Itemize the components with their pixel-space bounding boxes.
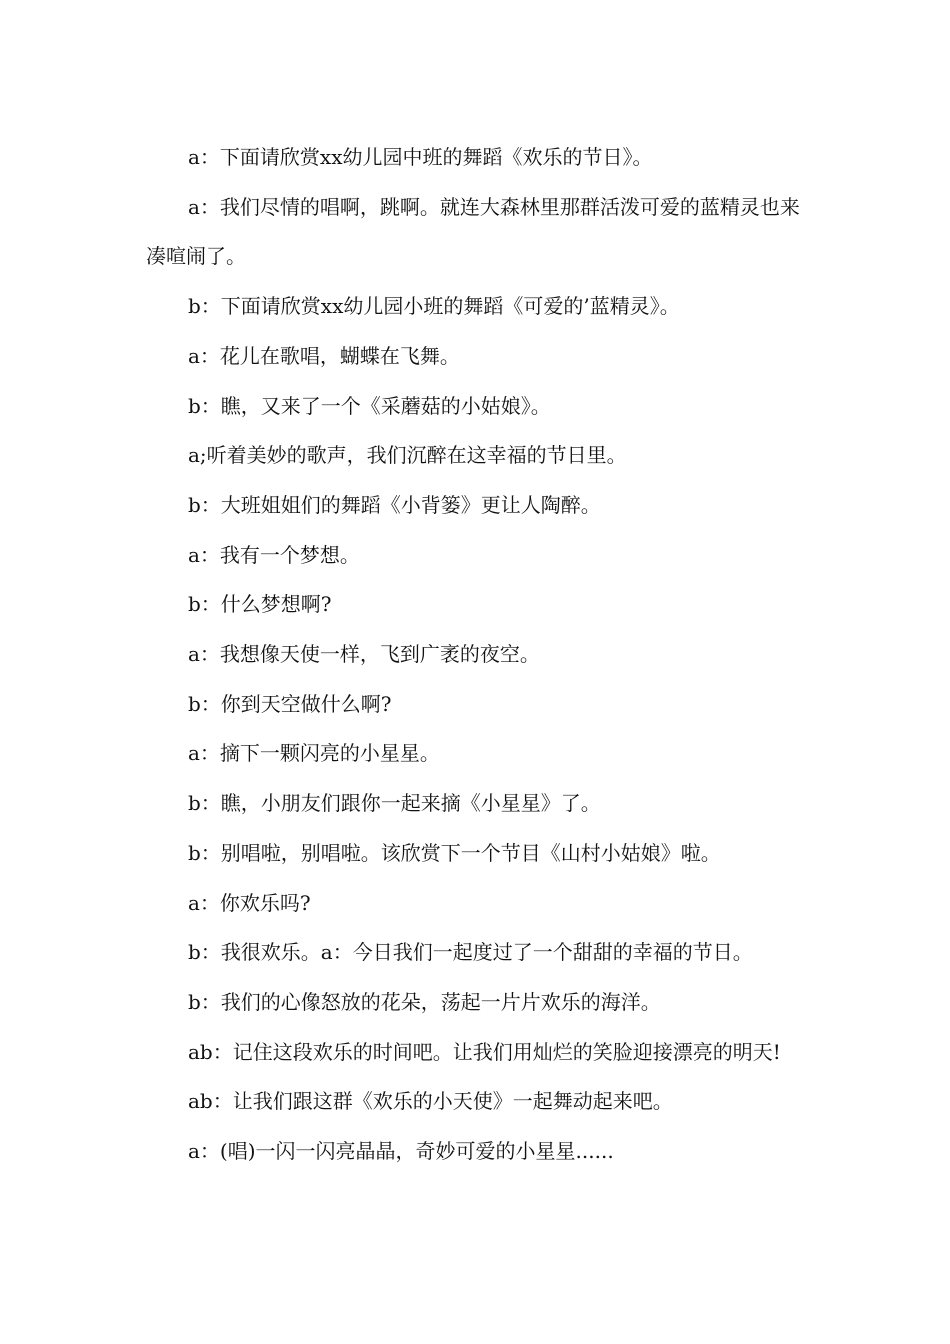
paragraph-18: ab：记住这段欢乐的时间吧。让我们用灿烂的笑脸迎接漂亮的明天! xyxy=(188,1039,781,1064)
paragraph-7: b：大班姐姐们的舞蹈《小背篓》更让人陶醉。 xyxy=(188,492,601,517)
paragraph-9: b：什么梦想啊? xyxy=(188,592,332,617)
paragraph-19: ab：让我们跟这群《欢乐的小天使》一起舞动起来吧。 xyxy=(188,1089,673,1114)
paragraph-8: a：我有一个梦想。 xyxy=(188,542,360,567)
paragraph-4: a：花儿在歌唱，蝴蝶在飞舞。 xyxy=(188,343,460,368)
paragraph-14: b：别唱啦，别唱啦。该欣赏下一个节目《山村小姑娘》啦。 xyxy=(188,840,721,865)
paragraph-10: a：我想像天使一样，飞到广袤的夜空。 xyxy=(188,642,540,667)
paragraph-3: b：下面请欣赏xx幼儿园小班的舞蹈《可爱的’蓝精灵》。 xyxy=(188,294,680,319)
paragraph-6: a;听着美妙的歌声，我们沉醉在这幸福的节日里。 xyxy=(188,443,627,468)
paragraph-11: b：你到天空做什么啊? xyxy=(188,691,392,716)
document-body xyxy=(146,133,810,1177)
paragraph-1: a：下面请欣赏xx幼儿园中班的舞蹈《欢乐的节日》。 xyxy=(188,145,653,169)
paragraph-13: b：瞧，小朋友们跟你一起来摘《小星星》了。 xyxy=(188,791,601,816)
paragraph-12: a：摘下一颗闪亮的小星星。 xyxy=(188,741,440,766)
paragraph-5: b：瞧，又来了一个《采蘑菇的小姑娘》。 xyxy=(188,393,551,418)
paragraph-17: b：我们的心像怒放的花朵，荡起一片片欢乐的海洋。 xyxy=(188,989,661,1014)
paragraph-16: b：我很欢乐。a：今日我们一起度过了一个甜甜的幸福的节日。 xyxy=(188,940,753,965)
paragraph-2: a：我们尽情的唱啊，跳啊。就连大森林里那群活泼可爱的蓝精灵也来凑喧闹了。 xyxy=(146,194,800,269)
paragraph-15: a：你欢乐吗? xyxy=(188,890,311,915)
paragraph-20: a：(唱)一闪一闪亮晶晶，奇妙可爱的小星星...... xyxy=(188,1139,614,1164)
